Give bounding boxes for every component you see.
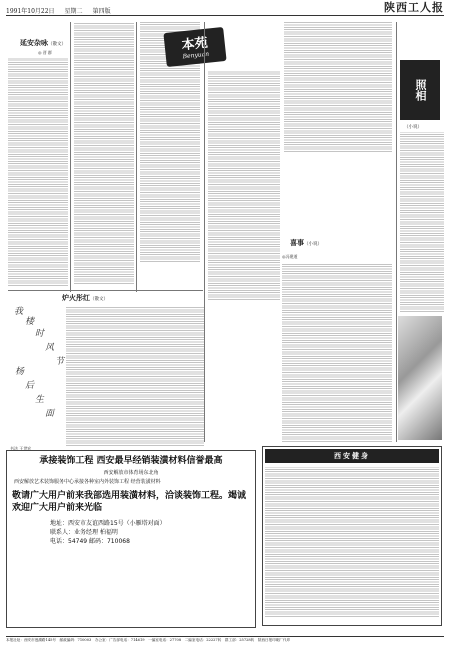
article-body-yanan: [8, 58, 68, 286]
article-author-xishi: ◎冯建道: [282, 254, 298, 259]
page-number: 第四版: [92, 8, 111, 15]
illustration-image: [398, 316, 442, 440]
weekday: 星期二: [64, 8, 83, 15]
benyuan-badge: 本苑 Benyuan: [163, 27, 226, 67]
article-title-luhuo: 炉火彤红（散文）: [62, 293, 108, 302]
article-body-luhuo: [66, 306, 204, 446]
article-subtitle-zhaoxiang: （小说）: [404, 125, 422, 130]
article-title-xishi: 喜事（小说）: [290, 238, 322, 247]
article-body-xishi: [282, 264, 392, 442]
article-author-yanan: ◎ 晋 群: [38, 50, 53, 55]
calligraphy-caption: 书法 王世宏: [10, 446, 32, 451]
article-body-col5: [284, 22, 392, 152]
article-body-yanan-2: [74, 22, 134, 284]
article-title-yanan: 延安杂咏（散文）: [20, 38, 66, 47]
article-title-zhaoxiang: 照相: [400, 60, 440, 120]
article-body-col4: [208, 70, 280, 300]
page-header: [6, 1, 444, 16]
ad-decoration: 承接装饰工程 西安最早经销装潢材料信誉最高 西安解放市体育场东北角 西安解放艺术装饰服务中心承接各种室内外装饰工程 经营装潢材料 敬请广大用户前来我部选用装潢材料，洽谈装饰工程。竭诚欢迎广大用户前来光临 地址：西安市友谊西路15号（小雁塔对面） 联系人：业务经理 柏福明 电话：54749 邮码：710068: [6, 450, 256, 628]
article-body-zhaoxiang: [400, 132, 444, 312]
issue-date: 1991年10月22日: [6, 8, 55, 15]
masthead: 陕西工人报: [384, 1, 444, 14]
calligraphy-block: 我 楼 时 风 节 杨 后 生 面: [12, 306, 63, 417]
page-footer: 本报社址：西安市莲湖路145号 邮政编码：710003 办公室：广告部电话：714619 一编室电话：27708 二编室电话：22227转 群工部：25728转 陕西日报印刷厂代印: [6, 636, 444, 644]
ad-fitness: 西安健身: [262, 446, 442, 626]
column-divider: [70, 22, 71, 292]
